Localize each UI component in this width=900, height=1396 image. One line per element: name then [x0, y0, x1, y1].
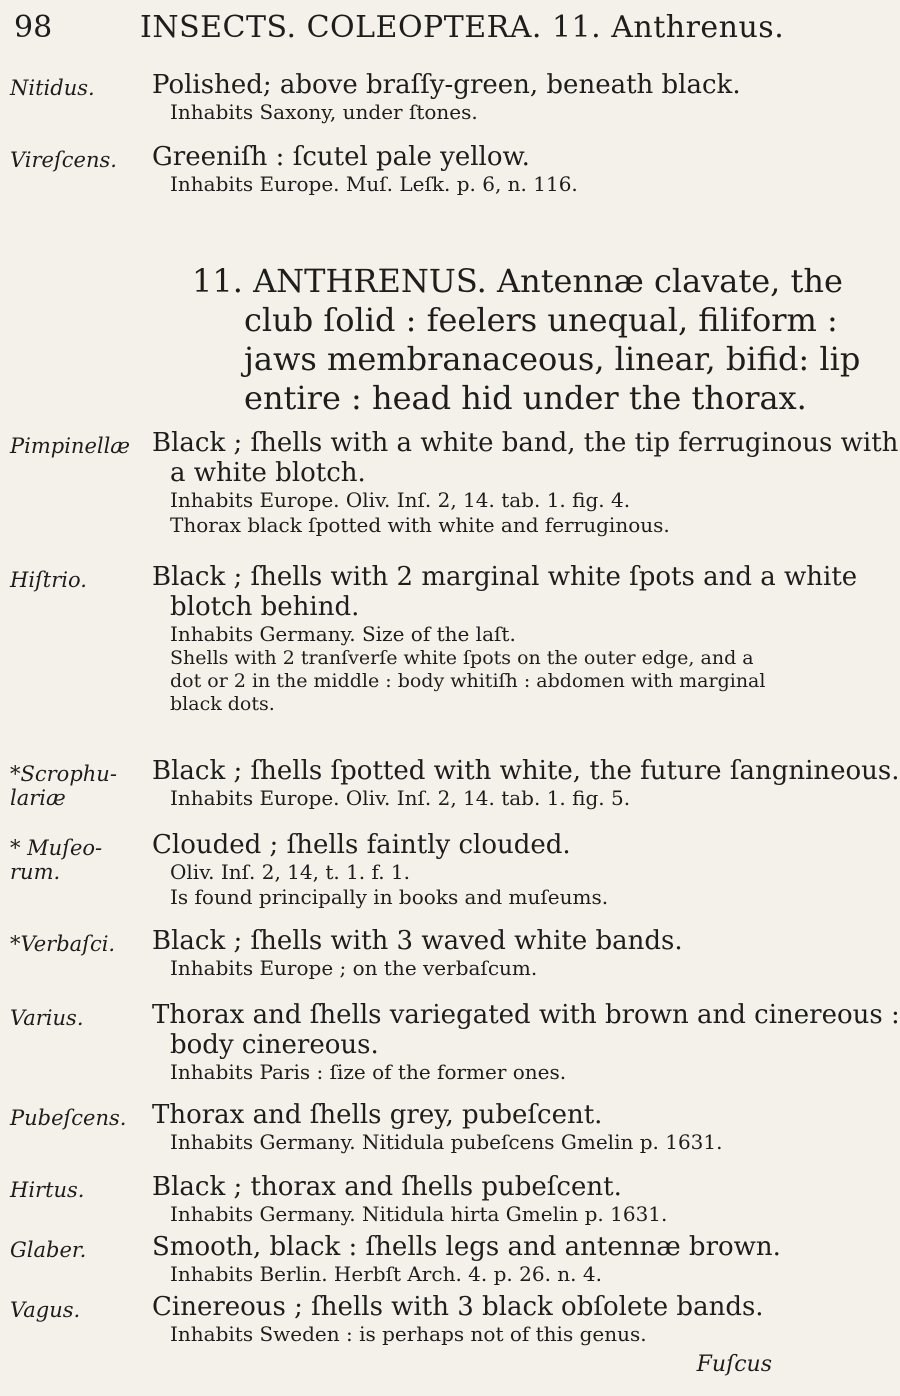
- species-line: Inhabits Europe. Oliv. Inſ. 2, 14. tab. 1. fig. 5.: [170, 786, 631, 810]
- species-body: [152, 830, 782, 910]
- genus-line: 11. ANTHRENUS. Antennæ clavate, the: [192, 262, 843, 300]
- species-name: Varius.: [10, 1006, 84, 1030]
- species-line: Inhabits Europe. Oliv. Inſ. 2, 14. tab. 1. fig. 4.: [170, 488, 631, 512]
- species-name: Vagus.: [10, 1298, 81, 1322]
- species-description: Black ; ſhells with 3 waved white bands.: [152, 926, 683, 956]
- species-body: [152, 1100, 782, 1155]
- species-name: Pubeſcens.: [10, 1106, 127, 1130]
- species-description: Polished; above braſſy-green, beneath black.: [152, 70, 741, 100]
- species-description: Black ; thorax and ſhells pubeſcent.: [152, 1172, 622, 1202]
- species-description: Thorax and ſhells variegated with brown and cinereous :: [152, 1000, 900, 1030]
- genus-line: jaws membranaceous, linear, bifid: lip: [244, 340, 861, 378]
- species-name: *Verbaſci.: [10, 932, 116, 956]
- species-line: Inhabits Europe ; on the verbaſcum.: [170, 956, 538, 980]
- species-description-cont: a white blotch.: [170, 458, 366, 488]
- genus-line: club ſolid : feelers unequal, filiform :: [244, 301, 838, 339]
- species-body: [152, 1292, 782, 1347]
- species-description: Clouded ; ſhells faintly clouded.: [152, 830, 571, 860]
- species-body: [152, 1172, 782, 1227]
- species-description-cont: body cinereous.: [170, 1030, 379, 1060]
- species-habitat: Inhabits Saxony, under ſtones.: [170, 100, 478, 124]
- species-body: [152, 926, 782, 981]
- species-description: Black ; ſhells ſpotted with white, the future ſangnineous.: [152, 756, 900, 786]
- species-body: [152, 142, 782, 197]
- species-line: Inhabits Sweden : is perhaps not of this genus.: [170, 1322, 647, 1346]
- species-name: *Scrophu-lariæ: [10, 762, 117, 810]
- species-description: Smooth, black : ſhells legs and antennæ brown.: [152, 1232, 781, 1262]
- species-description: Black ; ſhells with a white band, the tip ferruginous with: [152, 428, 899, 458]
- species-name: Glaber.: [10, 1238, 87, 1262]
- species-name: Hiſtrio.: [10, 568, 87, 592]
- species-description: Cinereous ; ſhells with 3 black obſolete bands.: [152, 1292, 764, 1322]
- species-description: Greeniſh : ſcutel pale yellow.: [152, 142, 530, 172]
- genus-line: entire : head hid under the thorax.: [244, 379, 807, 417]
- species-line: Thorax black ſpotted with white and ferruginous.: [170, 513, 670, 537]
- genus-heading: [192, 262, 861, 418]
- species-description-cont: blotch behind.: [170, 592, 360, 622]
- species-line: black dots.: [170, 693, 275, 715]
- catchword: Fuſcus: [696, 1352, 772, 1377]
- species-line: Oliv. Inſ. 2, 14, t. 1. f. 1.: [170, 860, 411, 884]
- species-name: Pimpinellæ: [10, 434, 131, 458]
- species-name: * Muſeo-rum.: [10, 836, 103, 884]
- species-line: dot or 2 in the middle : body whitiſh : abdomen with marginal: [170, 670, 766, 692]
- species-body: [152, 756, 900, 811]
- species-name: Vireſcens.: [10, 148, 117, 172]
- species-line: Inhabits Germany. Nitidula hirta Gmelin p. 1631.: [170, 1202, 668, 1226]
- page-number: 98: [14, 10, 53, 45]
- species-body: [152, 562, 858, 716]
- species-description: Thorax and ſhells grey, pubeſcent.: [152, 1100, 603, 1130]
- species-body: [152, 428, 899, 538]
- species-line: Is found principally in books and muſeums.: [170, 885, 609, 909]
- species-line: Shells with 2 tranſverſe white ſpots on the outer edge, and a: [170, 647, 754, 669]
- page-header: [0, 6, 800, 56]
- species-habitat: Inhabits Europe. Muſ. Leſk. p. 6, n. 116.: [170, 172, 578, 196]
- species-line: Inhabits Berlin. Herbſt Arch. 4. p. 26. n. 4.: [170, 1262, 602, 1286]
- species-body: [152, 1000, 900, 1085]
- species-body: [152, 70, 782, 125]
- species-line: Inhabits Paris : ſize of the former ones.: [170, 1060, 567, 1084]
- species-line: Inhabits Germany. Nitidula pubeſcens Gmelin p. 1631.: [170, 1130, 723, 1154]
- species-line: Inhabits Germany. Size of the laſt.: [170, 622, 516, 646]
- running-head: INSECTS. COLEOPTERA. 11. Anthrenus.: [140, 10, 785, 45]
- species-body: [152, 1232, 782, 1287]
- species-description: Black ; ſhells with 2 marginal white ſpots and a white: [152, 562, 858, 592]
- species-name: Hirtus.: [10, 1178, 85, 1202]
- species-name: Nitidus.: [10, 76, 95, 100]
